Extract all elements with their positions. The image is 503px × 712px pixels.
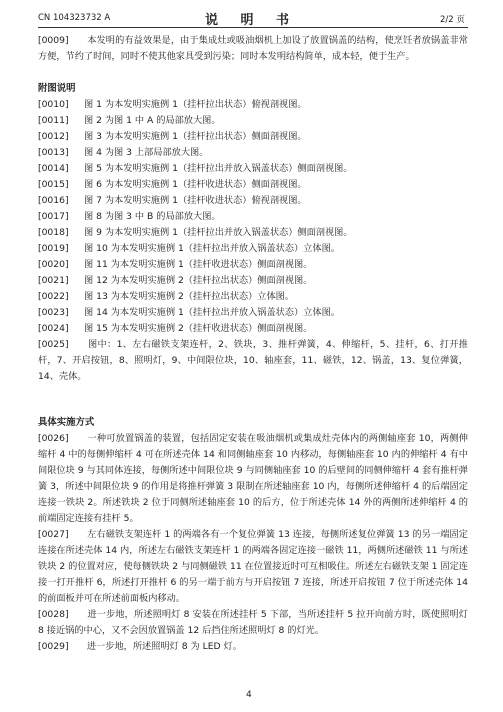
page-number: 4: [246, 690, 252, 700]
drawing-item: [0021] 图 12 为本发明实施例 2（挂杆拉出状态）侧面剖视图。: [38, 275, 313, 286]
section-heading-embodiment: 具体实施方式: [38, 417, 95, 428]
paragraph-0026: [0026] 一种可放置锅盖的装置，包括固定安装在吸油烟机或集成灶壳体内的两侧轴座套 10，两侧伸缩杆 4 中的每侧伸缩杆 4 可在所述壳体 14 和同侧轴座套 10 内移动，每侧轴座套 10 内的伸缩杆 4 有中间限位块 9 与其同体连接，每侧所述中间限位块 9 与同侧轴座套 10 的后壁间的同侧伸缩杆 4 套有推杆弹簧 3，所述中间限位块 9 的作用是将推杆弹簧 3 限制在所述轴座套 10 内，每侧所述伸缩杆 4 的后端固定连接一铁块 2。所述铁块 2 位于同侧所述轴座套 10 的后方，位于所述壳体 14 外的两侧所述伸缩杆 4 的前端固定连接有挂杆 5。: [38, 433, 468, 524]
header-rule: [38, 27, 468, 28]
drawing-item: [0022] 图 13 为本发明实施例 2（挂杆拉出状态）立体图。: [38, 291, 295, 302]
drawing-item: [0011] 图 2 为图 1 中 A 的局部放大图。: [38, 115, 221, 126]
page-indicator: 2/2 页: [440, 15, 465, 25]
drawing-item: [0023] 图 14 为本发明实施例 1（挂杆拉出并放入锅盖状态）立体图。: [38, 307, 340, 318]
document-body: [38, 33, 468, 655]
paragraph-0025: [0025] 图中：1、左右磁铁支架连杆，2、铁块，3、推杆弹簧，4、伸缩杆，5、挂杆，6、打开推杆，7、开启按钮，8、照明灯，9、中间限位块，10、轴座套，11、磁铁，12、锅盖，13、复位弹簧，14、壳体。: [38, 339, 468, 382]
paragraph-0028: [0028] 进一步地，所述照明灯 8 安装在所述挂杆 5 下部，当所述挂杆 5 拉开向前方时，既使照明灯 8 接近锅的中心，又不会因放置锅盖 12 后挡住所述照明灯 8 的灯光。: [38, 609, 468, 636]
drawing-item: [0018] 图 9 为本发明实施例 1（挂杆拉出并放入锅盖状态）侧面剖视图。: [38, 227, 353, 238]
drawing-item: [0020] 图 11 为本发明实施例 1（挂杆收进状态）侧面剖视图。: [38, 259, 313, 270]
paragraph-0009: [0009] 本发明的有益效果是，由于集成灶或吸油烟机上加设了放置锅盖的结构，使烹饪者放锅盖非常方便，节约了时间，同时不使其他家具受到污染；同时本发明结构简单，成本轻，便于生产。: [38, 35, 468, 62]
drawing-item: [0015] 图 6 为本发明实施例 1（挂杆收进状态）侧面剖视图。: [38, 179, 307, 190]
paragraph-0027: [0027] 左右磁铁支架连杆 1 的两端各有一个复位弹簧 13 连接，每侧所述复位弹簧 13 的另一端固定连接在所述壳体 14 内，所述左右磁铁支架连杆 1 的两端各固定连接一磁铁 11，两侧所述磁铁 11 与所述铁块 2 的位置对应，使每侧铁块 2 与同侧磁铁 11 在位置接近时可互相吸住。所述左右磁铁支架 1 固定连接一打开推杆 6，所述打开推杆 6 的另一端于前方与开启按钮 7 连接，所述开启按钮 7 位于所述壳体 14 的前面板并可在所述前面板内移动。: [38, 529, 468, 604]
drawing-item: [0012] 图 3 为本发明实施例 1（挂杆拉出状态）侧面剖视图。: [38, 131, 307, 142]
drawing-item: [0014] 图 5 为本发明实施例 1（挂杆拉出并放入锅盖状态）侧面剖视图。: [38, 163, 353, 174]
section-heading-drawings: 附图说明: [38, 83, 76, 94]
drawing-item: [0017] 图 8 为图 3 中 B 的局部放大图。: [38, 211, 221, 222]
drawing-item: [0013] 图 4 为图 3 上部局部放大图。: [38, 147, 209, 158]
page-title: 说 明 书: [205, 13, 299, 28]
paragraph-0029: [0029] 进一步地，所述照明灯 8 为 LED 灯。: [38, 641, 242, 652]
drawing-item: [0019] 图 10 为本发明实施例 1（挂杆拉出并放入锅盖状态）立体图。: [38, 243, 340, 254]
drawing-item: [0016] 图 7 为本发明实施例 1（挂杆收进状态）俯视剖视图。: [38, 195, 307, 206]
patent-number: CN 104323732 A: [38, 13, 111, 23]
drawing-item: [0010] 图 1 为本发明实施例 1（挂杆拉出状态）俯视剖视图。: [38, 99, 307, 110]
drawing-item: [0024] 图 15 为本发明实施例 2（挂杆收进状态）侧面剖视图。: [38, 323, 313, 334]
